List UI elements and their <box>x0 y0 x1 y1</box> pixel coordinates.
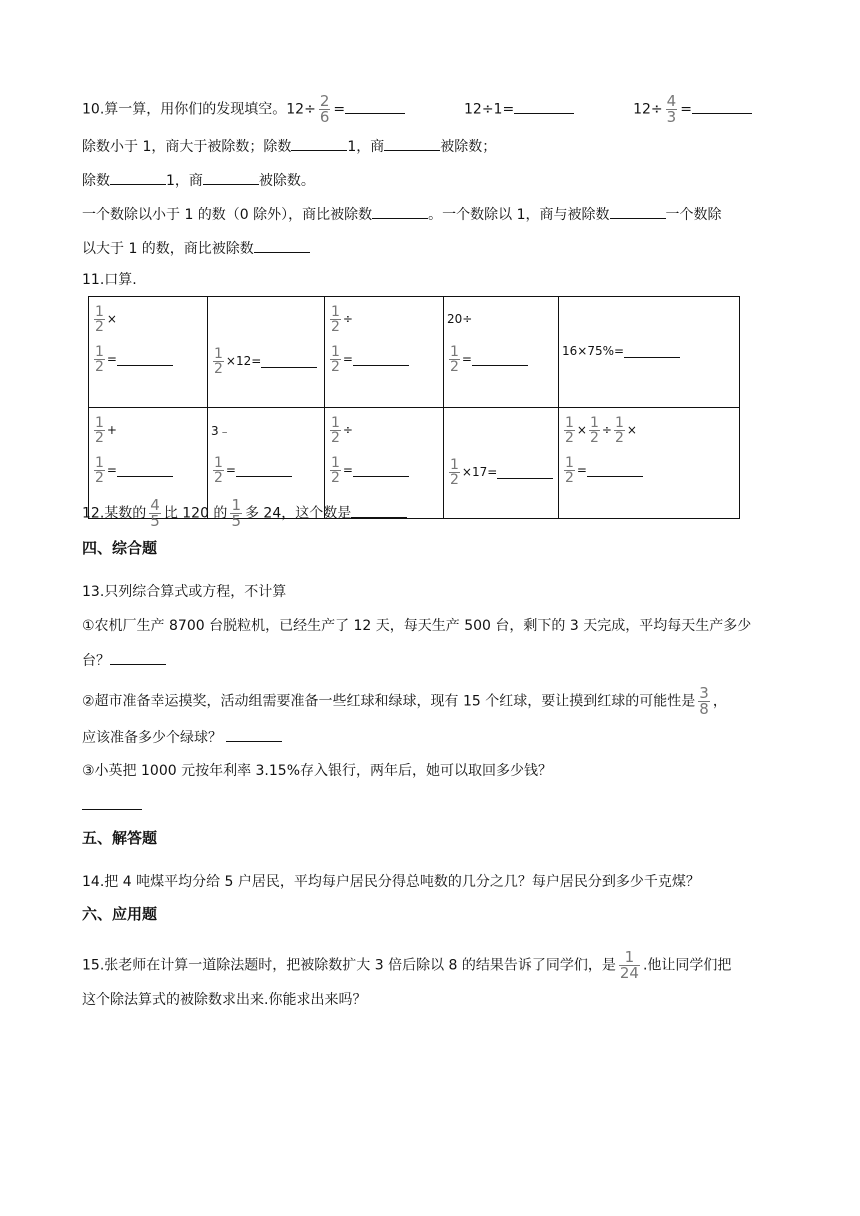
answer-blank[interactable] <box>203 170 259 185</box>
q10-line5: 以大于 1 的数，商比被除数 <box>82 238 310 259</box>
answer-blank[interactable] <box>110 170 166 185</box>
mental-math-table <box>88 296 740 519</box>
answer-blank[interactable] <box>587 464 643 477</box>
q13-p1-line1: ①农机厂生产 8700 台脱粒机，已经生产了 12 天，每天生产 500 台，剩下的 3 天完成，平均每天生产多少 <box>82 618 752 634</box>
q13-p1-line2: 台？ <box>82 650 166 671</box>
answer-blank[interactable] <box>514 99 574 114</box>
q10-line3: 除数 1，商 被除数。 <box>82 170 315 191</box>
answer-blank[interactable] <box>353 464 409 477</box>
q11-title: 11.口算. <box>82 272 137 288</box>
q15-line2: 这个除法算式的被除数求出来.你能求出来吗？ <box>82 992 367 1008</box>
answer-blank[interactable] <box>291 136 347 151</box>
calc-cell: $\frac{1}{2}$ ×17= <box>444 408 559 519</box>
q13-p3-line2 <box>82 795 142 816</box>
fraction-4-3: $\frac{4}{3}$ <box>666 92 677 126</box>
calc-cell: $\frac{1}{2}$ ÷ $\frac{1}{2}$ = <box>325 408 444 519</box>
q12-line: 12.某数的 $\frac{4}{5}$ 比 120 的 $\frac{1}{5}$ 多 24，这个数是 <box>82 498 407 529</box>
section-heading-6: 六、应用题 <box>82 905 158 923</box>
calc-cell: $\frac{1}{2}$ ×12= <box>208 297 325 408</box>
fraction-2-6: $\frac{2}{6}$ <box>319 92 330 126</box>
answer-blank[interactable] <box>261 355 317 368</box>
q10-line2: 除数小于 1，商大于被除数；除数 1，商 被除数； <box>82 136 496 157</box>
answer-blank[interactable] <box>610 204 666 219</box>
section-heading-4: 四、综合题 <box>82 539 158 557</box>
answer-blank[interactable] <box>236 464 292 477</box>
answer-blank[interactable] <box>692 99 752 114</box>
fraction-3-8: $\frac{3}{8}$ <box>699 684 709 718</box>
answer-blank[interactable] <box>254 238 310 253</box>
answer-blank[interactable] <box>472 353 528 366</box>
q10-line1: 10.算一算，用你们的发现填空。12÷ $\frac{2}{6}$ = 12÷1= 12÷ $\frac{4}{3}$ = <box>82 94 752 125</box>
answer-blank[interactable] <box>384 136 440 151</box>
answer-blank[interactable] <box>351 503 407 518</box>
answer-blank[interactable] <box>82 795 142 810</box>
fraction-1-5: $\frac{1}{5}$ <box>231 496 241 530</box>
answer-blank[interactable] <box>117 464 173 477</box>
q13-title: 13.只列综合算式或方程，不计算 <box>82 584 287 600</box>
q13-p2-line1: ②超市准备幸运摸奖，活动组需要准备一些红球和绿球，现有 15 个红球，要让摸到红球的可能性是 $\frac{3}{8}$ ， <box>82 684 727 718</box>
answer-blank[interactable] <box>345 99 405 114</box>
answer-blank[interactable] <box>226 727 282 742</box>
section-heading-5: 五、解答题 <box>82 829 158 847</box>
q10-expr2: 12÷1= <box>464 101 515 118</box>
q13-p3-line1: ③小英把 1000 元按年利率 3.15%存入银行，两年后，她可以取回多少钱？ <box>82 763 553 779</box>
q14-text: 14.把 4 吨煤平均分给 5 户居民，平均每户居民分得总吨数的几分之几？每户居民分到多少千克煤？ <box>82 874 700 890</box>
answer-blank[interactable] <box>624 345 680 358</box>
answer-blank[interactable] <box>117 353 173 366</box>
calc-cell: 20÷ $\frac{1}{2}$ = <box>444 297 559 408</box>
calc-cell: $\frac{1}{2}$ × $\frac{1}{2}$ ÷ $\frac{1}{2}$ × $\frac{1}{2}$ = <box>559 408 740 519</box>
fraction-1-24: $\frac{1}{24}$ <box>619 948 639 982</box>
fraction-4-5: $\frac{4}{5}$ <box>150 496 160 530</box>
answer-blank[interactable] <box>372 204 428 219</box>
calc-cell: $\frac{1}{2}$ ÷ $\frac{1}{2}$ = <box>325 297 444 408</box>
q13-p2-line2: 应该准备多少个绿球？ <box>82 727 282 748</box>
calc-cell: $\frac{1}{2}$ + $\frac{1}{2}$ = <box>89 408 208 519</box>
calc-cell: $\frac{1}{2}$ × $\frac{1}{2}$ = <box>89 297 208 408</box>
q15-line1: 15.张老师在计算一道除法题时，把被除数扩大 3 倍后除以 8 的结果告诉了同学们，是 $\frac{1}{24}$ .他让同学们把 <box>82 948 732 982</box>
answer-blank[interactable] <box>353 353 409 366</box>
q10-intro: 10.算一算，用你们的发现填空。12÷ <box>82 101 316 118</box>
calc-cell: 16×75%= <box>559 297 740 408</box>
answer-blank[interactable] <box>110 650 166 665</box>
q10-line4: 一个数除以小于 1 的数（0 除外），商比被除数 。一个数除以 1，商与被除数 一个数除 <box>82 204 722 225</box>
q10-expr3: 12÷ <box>633 101 663 118</box>
answer-blank[interactable] <box>497 466 553 479</box>
calc-cell: 3﹣ $\frac{1}{2}$ = <box>208 408 325 519</box>
